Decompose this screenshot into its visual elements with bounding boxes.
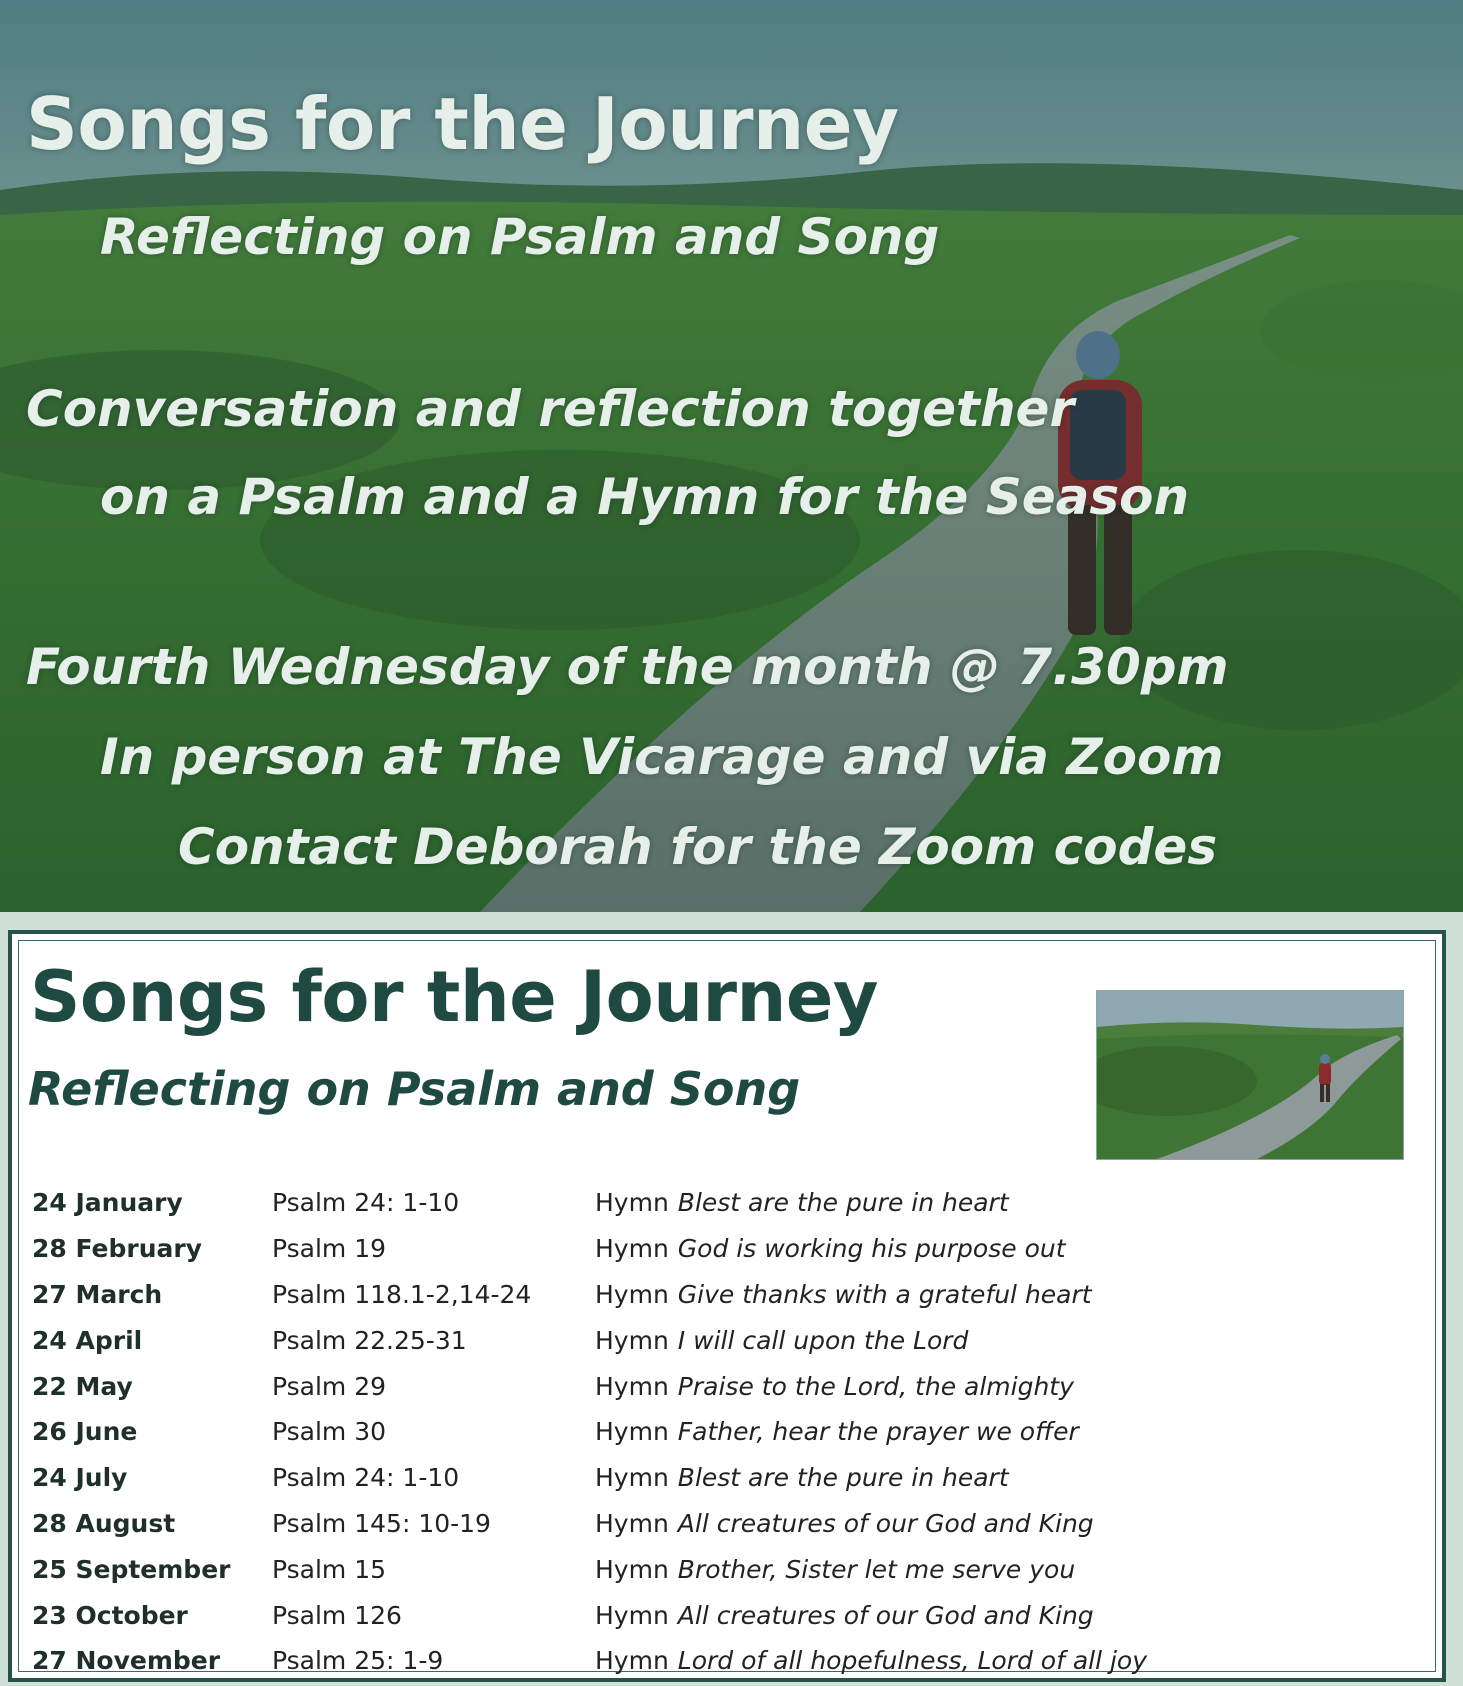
schedule-psalm: Psalm 25: 1-9 (272, 1646, 444, 1676)
hymn-title: I will call upon the Lord (677, 1325, 969, 1355)
poster-line-schedule: Fourth Wednesday of the month @ 7.30pm (26, 638, 1229, 696)
hymn-title: Praise to the Lord, the almighty (677, 1371, 1074, 1401)
schedule-psalm: Psalm 15 (272, 1554, 387, 1584)
poster-line-location: In person at The Vicarage and via Zoom (100, 728, 1224, 786)
hymn-label: Hymn (595, 1554, 669, 1584)
schedule-hymn (595, 1226, 1147, 1272)
table-row (32, 1501, 1147, 1547)
hymn-label: Hymn (595, 1646, 669, 1676)
schedule-hymn (595, 1317, 1147, 1363)
hymn-title: Blest are the pure in heart (677, 1463, 1009, 1493)
thumbnail-photo (1096, 990, 1404, 1160)
schedule-date: 22 May (32, 1371, 133, 1401)
schedule-hymn (595, 1180, 1147, 1226)
hymn-title: Father, hear the prayer we offer (677, 1417, 1079, 1447)
schedule-date: 24 July (32, 1463, 128, 1493)
schedule-hymn (595, 1363, 1147, 1409)
table-row (32, 1363, 1147, 1409)
schedule-date: 28 February (32, 1234, 203, 1264)
table-row (32, 1226, 1147, 1272)
hymn-title: Give thanks with a grateful heart (677, 1279, 1092, 1309)
hymn-label: Hymn (595, 1188, 669, 1218)
hymn-label: Hymn (595, 1325, 669, 1355)
hymn-title: Brother, Sister let me serve you (677, 1554, 1076, 1584)
hymn-title: Lord of all hopefulness, Lord of all joy (677, 1646, 1148, 1676)
schedule-psalm: Psalm 29 (272, 1371, 387, 1401)
schedule-date: 25 September (32, 1554, 231, 1584)
hymn-title: All creatures of our God and King (677, 1508, 1094, 1538)
schedule-date: 27 March (32, 1279, 163, 1309)
schedule-psalm: Psalm 19 (272, 1234, 387, 1264)
schedule-hymn (595, 1455, 1147, 1501)
poster-subtitle: Reflecting on Psalm and Song (100, 208, 940, 266)
schedule-hymn (595, 1501, 1147, 1547)
poster-line-conversation: Conversation and reflection together (26, 380, 1075, 438)
schedule-psalm: Psalm 145: 10-19 (272, 1508, 491, 1538)
schedule-date: 23 October (32, 1600, 188, 1630)
card-title: Songs for the Journey (30, 956, 878, 1038)
table-row (32, 1592, 1147, 1638)
schedule-hymn (595, 1638, 1147, 1684)
hymn-label: Hymn (595, 1371, 669, 1401)
schedule-hymn (595, 1409, 1147, 1455)
table-row (32, 1409, 1147, 1455)
schedule-psalm: Psalm 24: 1-10 (272, 1463, 460, 1493)
schedule-card (8, 930, 1446, 1682)
hymn-label: Hymn (595, 1234, 669, 1264)
hymn-label: Hymn (595, 1417, 669, 1447)
table-row (32, 1317, 1147, 1363)
schedule-psalm: Psalm 118.1-2,14-24 (272, 1279, 532, 1309)
hymn-label: Hymn (595, 1463, 669, 1493)
schedule-date: 26 June (32, 1417, 138, 1447)
card-subtitle: Reflecting on Psalm and Song (28, 1062, 801, 1116)
table-row (32, 1638, 1147, 1684)
schedule-date: 28 August (32, 1508, 176, 1538)
poster-line-psalm-hymn: on a Psalm and a Hymn for the Season (100, 468, 1190, 526)
table-row (32, 1180, 1147, 1226)
hymn-title: All creatures of our God and King (677, 1600, 1094, 1630)
poster-title: Songs for the Journey (26, 82, 899, 166)
hymn-label: Hymn (595, 1508, 669, 1538)
schedule-hymn (595, 1592, 1147, 1638)
schedule-hymn (595, 1272, 1147, 1318)
hymn-label: Hymn (595, 1600, 669, 1630)
schedule-psalm: Psalm 126 (272, 1600, 402, 1630)
schedule-hymn (595, 1546, 1147, 1592)
schedule-date: 24 April (32, 1325, 143, 1355)
schedule-table (32, 1180, 1147, 1684)
hymn-title: God is working his purpose out (677, 1234, 1066, 1264)
schedule-date: 24 January (32, 1188, 183, 1218)
schedule-date: 27 November (32, 1646, 221, 1676)
poster-line-contact: Contact Deborah for the Zoom codes (178, 818, 1218, 876)
table-row (32, 1272, 1147, 1318)
schedule-psalm: Psalm 22.25-31 (272, 1325, 467, 1355)
hymn-title: Blest are the pure in heart (677, 1188, 1009, 1218)
table-row (32, 1455, 1147, 1501)
schedule-psalm: Psalm 30 (272, 1417, 387, 1447)
schedule-psalm: Psalm 24: 1-10 (272, 1188, 460, 1218)
hymn-label: Hymn (595, 1279, 669, 1309)
table-row (32, 1546, 1147, 1592)
